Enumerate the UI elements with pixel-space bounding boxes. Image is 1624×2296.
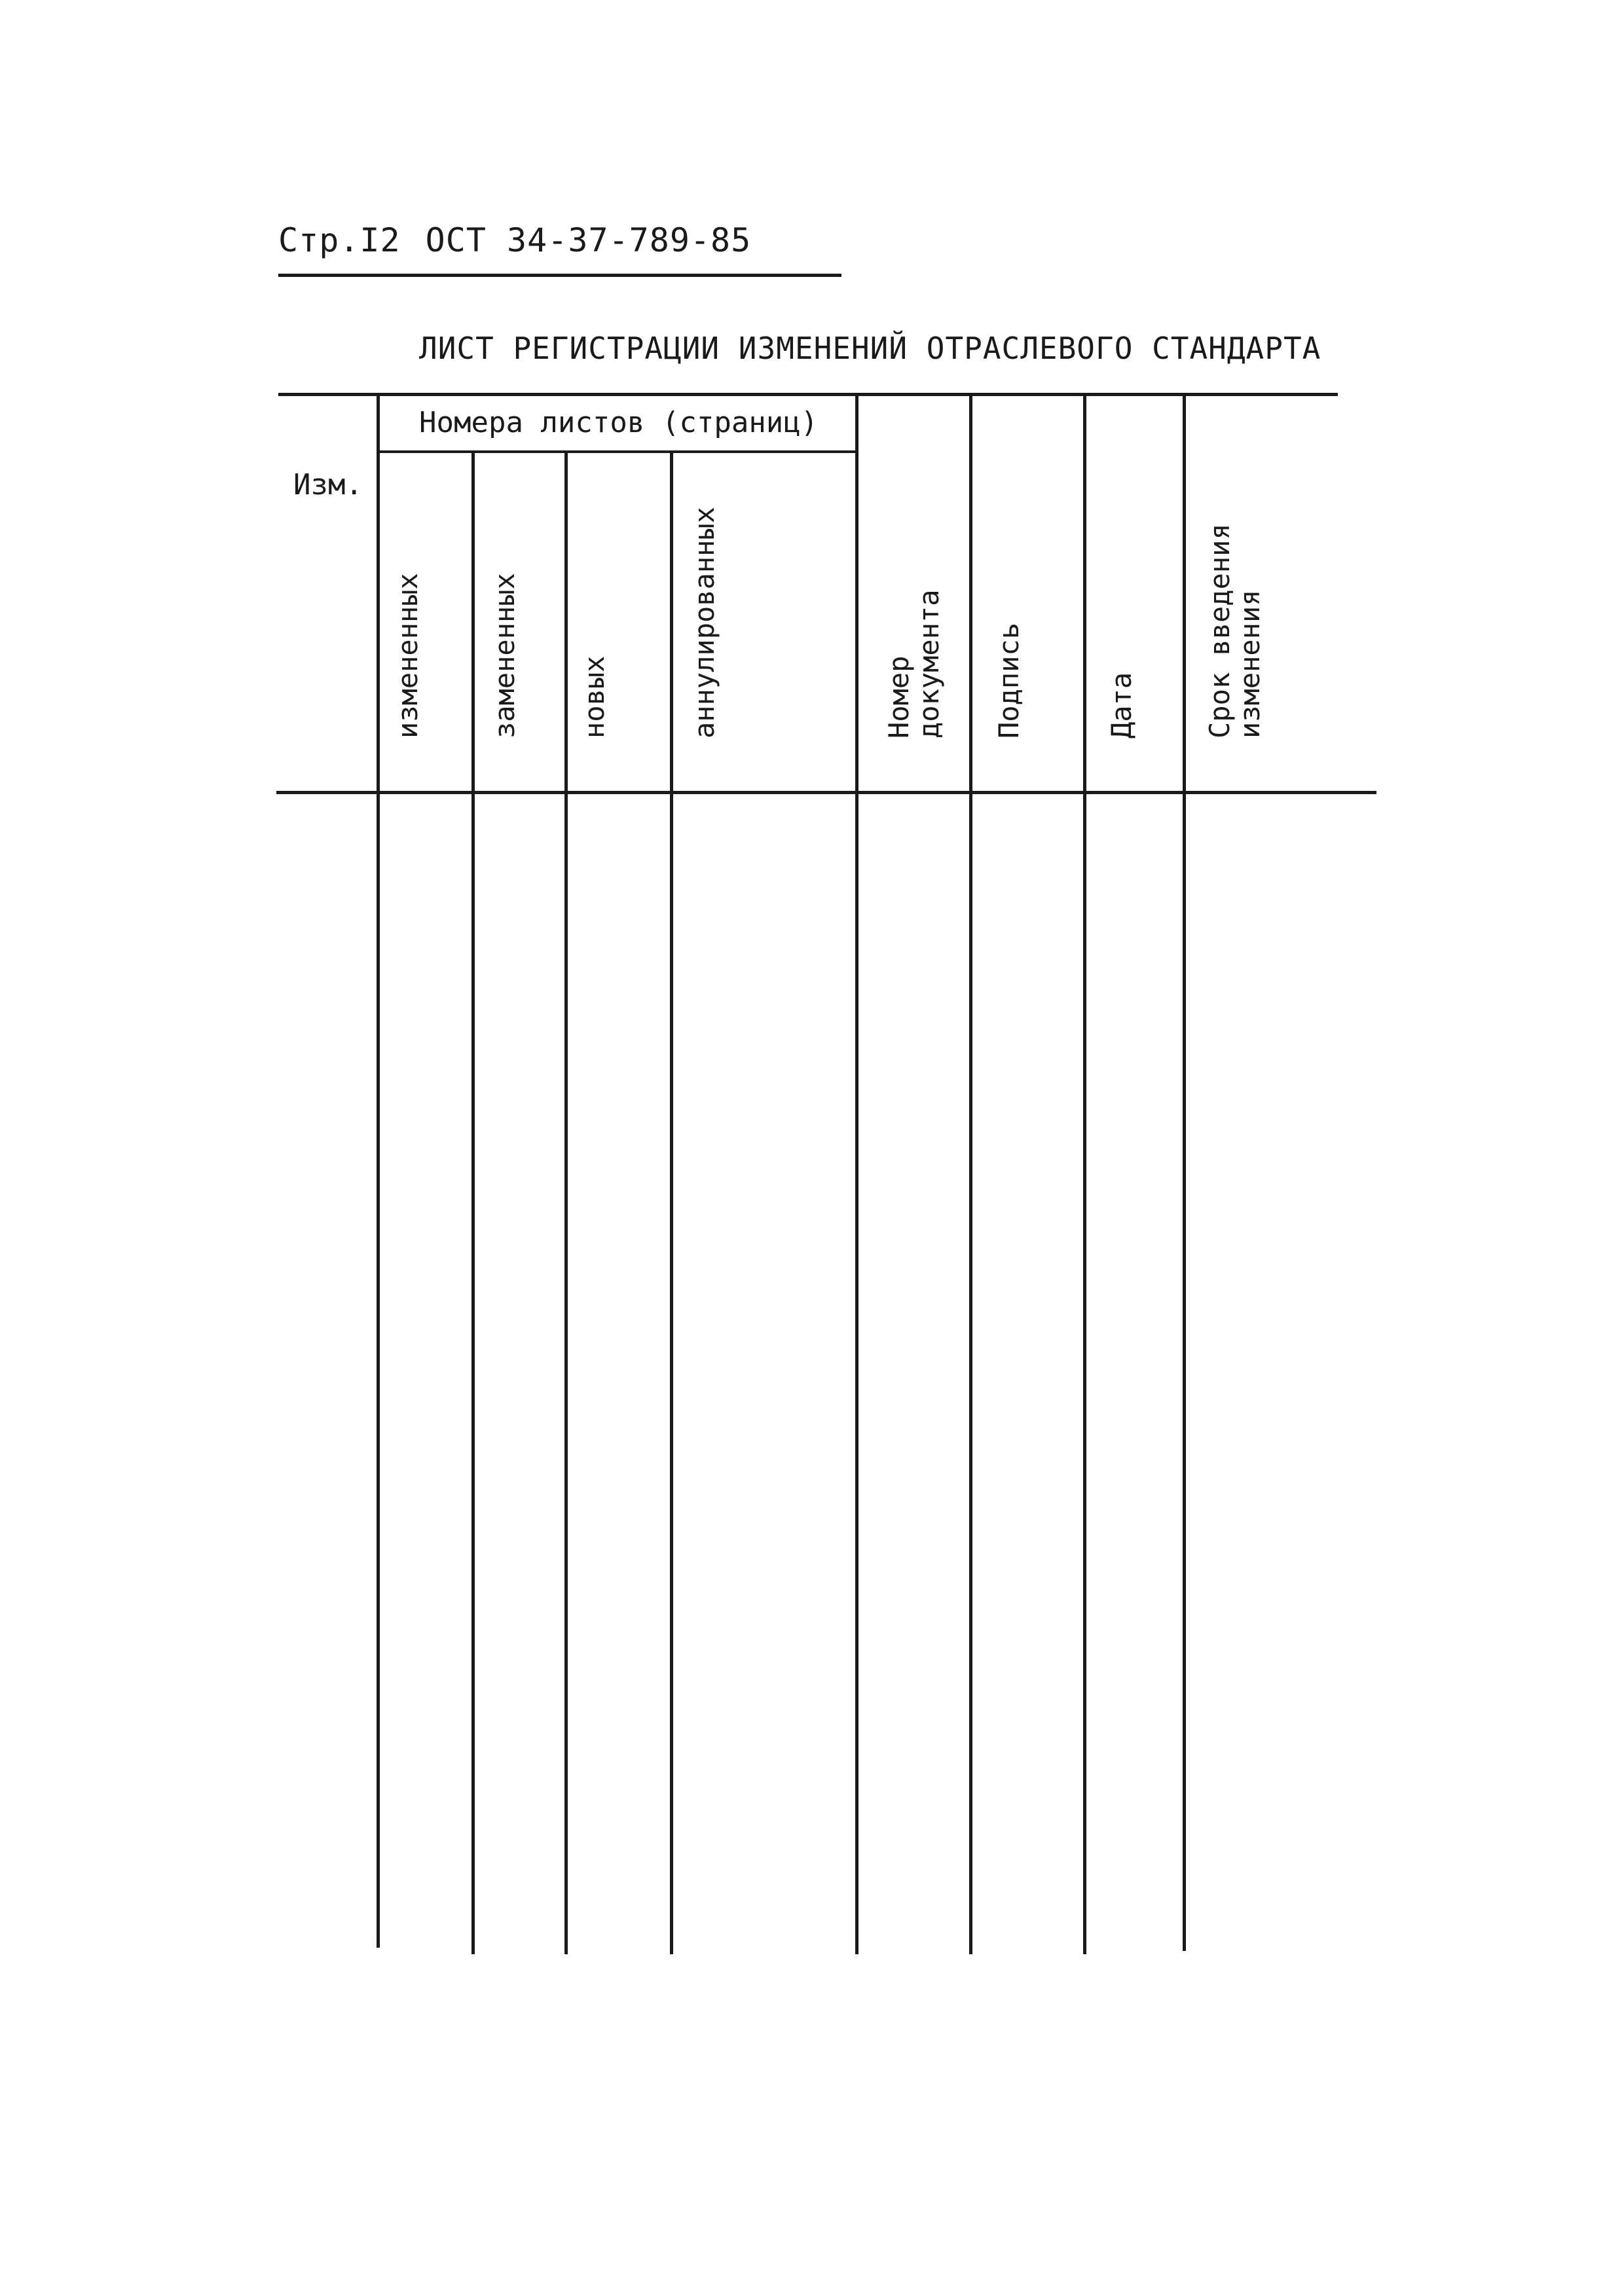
column-divider xyxy=(1083,393,1086,1954)
sheet-numbers-group-header: Номера листов (страниц) xyxy=(419,406,819,439)
date-header: Дата xyxy=(1105,672,1137,738)
replaced-sheets-header: замененных xyxy=(489,573,521,738)
changed-sheets-header: измененных xyxy=(392,573,424,738)
annulled-sheets-header: аннулированных xyxy=(688,506,720,738)
header-rule xyxy=(278,274,841,277)
column-divider xyxy=(670,450,673,1954)
effective-date-header: Срок введения изменения xyxy=(1204,523,1266,738)
column-divider xyxy=(855,393,858,1954)
table-top-rule xyxy=(278,393,1338,396)
column-divider xyxy=(564,450,568,1954)
standard-number: ОСТ 34-37-789-85 xyxy=(425,221,752,259)
table-header-bottom-rule xyxy=(276,791,1376,794)
document-number-header: Номер документа xyxy=(883,589,945,738)
sheet-title: ЛИСТ РЕГИСТРАЦИИ ИЗМЕНЕНИЙ ОТРАСЛЕВОГО СТАНДАРТА xyxy=(419,331,1321,366)
column-divider xyxy=(377,393,380,1948)
page-header xyxy=(278,221,776,259)
group-header-rule xyxy=(377,450,856,453)
page-number: Стр.I2 xyxy=(278,221,401,259)
column-divider xyxy=(1183,393,1186,1951)
signature-header: Подпись xyxy=(993,622,1025,738)
column-divider xyxy=(969,393,972,1954)
new-sheets-header: новых xyxy=(578,655,610,738)
column-divider xyxy=(471,450,475,1954)
change-column-header: Изм. xyxy=(293,468,363,501)
